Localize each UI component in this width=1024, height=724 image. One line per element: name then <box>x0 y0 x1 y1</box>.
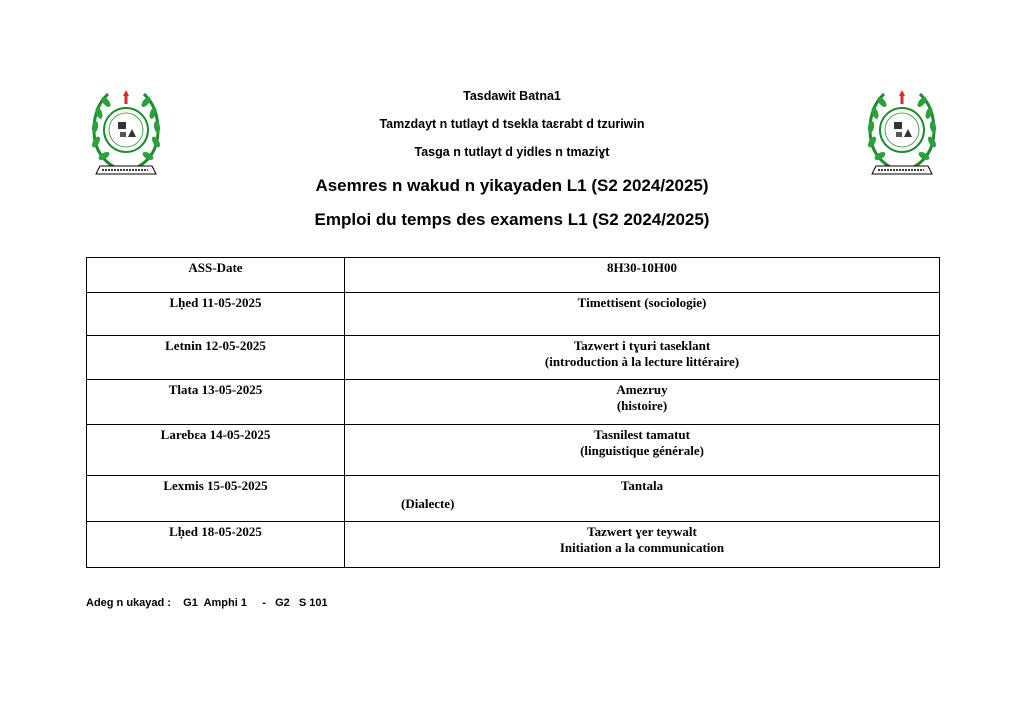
title-french: Emploi du temps des examens L1 (S2 2024/2025) <box>314 210 710 229</box>
subject-translation: (Dialecte) <box>401 496 455 511</box>
table-row <box>87 476 940 522</box>
row-subject <box>345 293 940 336</box>
row-date: Tlata 13-05-2025 <box>87 380 345 425</box>
row-date: Larebɛa 14-05-2025 <box>87 425 345 476</box>
subject-name: Timettisent (sociologie) <box>577 295 707 310</box>
subject-name: Tasnilest tamatut <box>594 427 690 442</box>
faculty-name: Tamzdayt n tutlayt d tsekla taɛrabt d tzuriwin <box>379 117 645 131</box>
table-header-row <box>87 258 940 293</box>
table-row <box>87 293 940 336</box>
row-date: Lḥed 18-05-2025 <box>87 522 345 568</box>
exam-location-note: Adeg n ukayad : G1 Amphi 1 - G2 S 101 <box>86 597 328 609</box>
subject-name: Tazwert i tɣuri taseklant <box>573 338 711 353</box>
department-name: Tasga n tutlayt d yidles n tmaziɣt <box>414 145 610 159</box>
table-row <box>87 522 940 568</box>
row-subject <box>345 425 940 476</box>
subject-name: Amezruy <box>616 382 668 397</box>
table-row <box>87 336 940 380</box>
row-date: Lḥed 11-05-2025 <box>87 293 345 336</box>
header-date: ASS-Date <box>87 258 345 293</box>
title-amazigh: Asemres n wakud n yikayaden L1 (S2 2024/2025) <box>315 176 709 195</box>
row-date: Letnin 12-05-2025 <box>87 336 345 380</box>
subject-name: Tantala <box>620 478 664 493</box>
subject-translation: Initiation a la communication <box>559 540 725 555</box>
row-subject <box>345 522 940 568</box>
university-name: Tasdawit Batna1 <box>463 89 561 103</box>
row-date: Lexmis 15-05-2025 <box>87 476 345 522</box>
exam-schedule-table <box>86 257 940 568</box>
subject-name: Tazwert ɣer teywalt <box>587 524 697 539</box>
table-row <box>87 425 940 476</box>
subject-translation: (linguistique générale) <box>580 443 704 458</box>
table-row <box>87 380 940 425</box>
subject-translation: (histoire) <box>616 398 668 413</box>
row-subject <box>345 336 940 380</box>
subject-translation: (introduction à la lecture littéraire) <box>544 354 740 369</box>
row-subject <box>345 380 940 425</box>
row-subject <box>345 476 940 522</box>
header-time: 8H30-10H00 <box>345 258 940 293</box>
